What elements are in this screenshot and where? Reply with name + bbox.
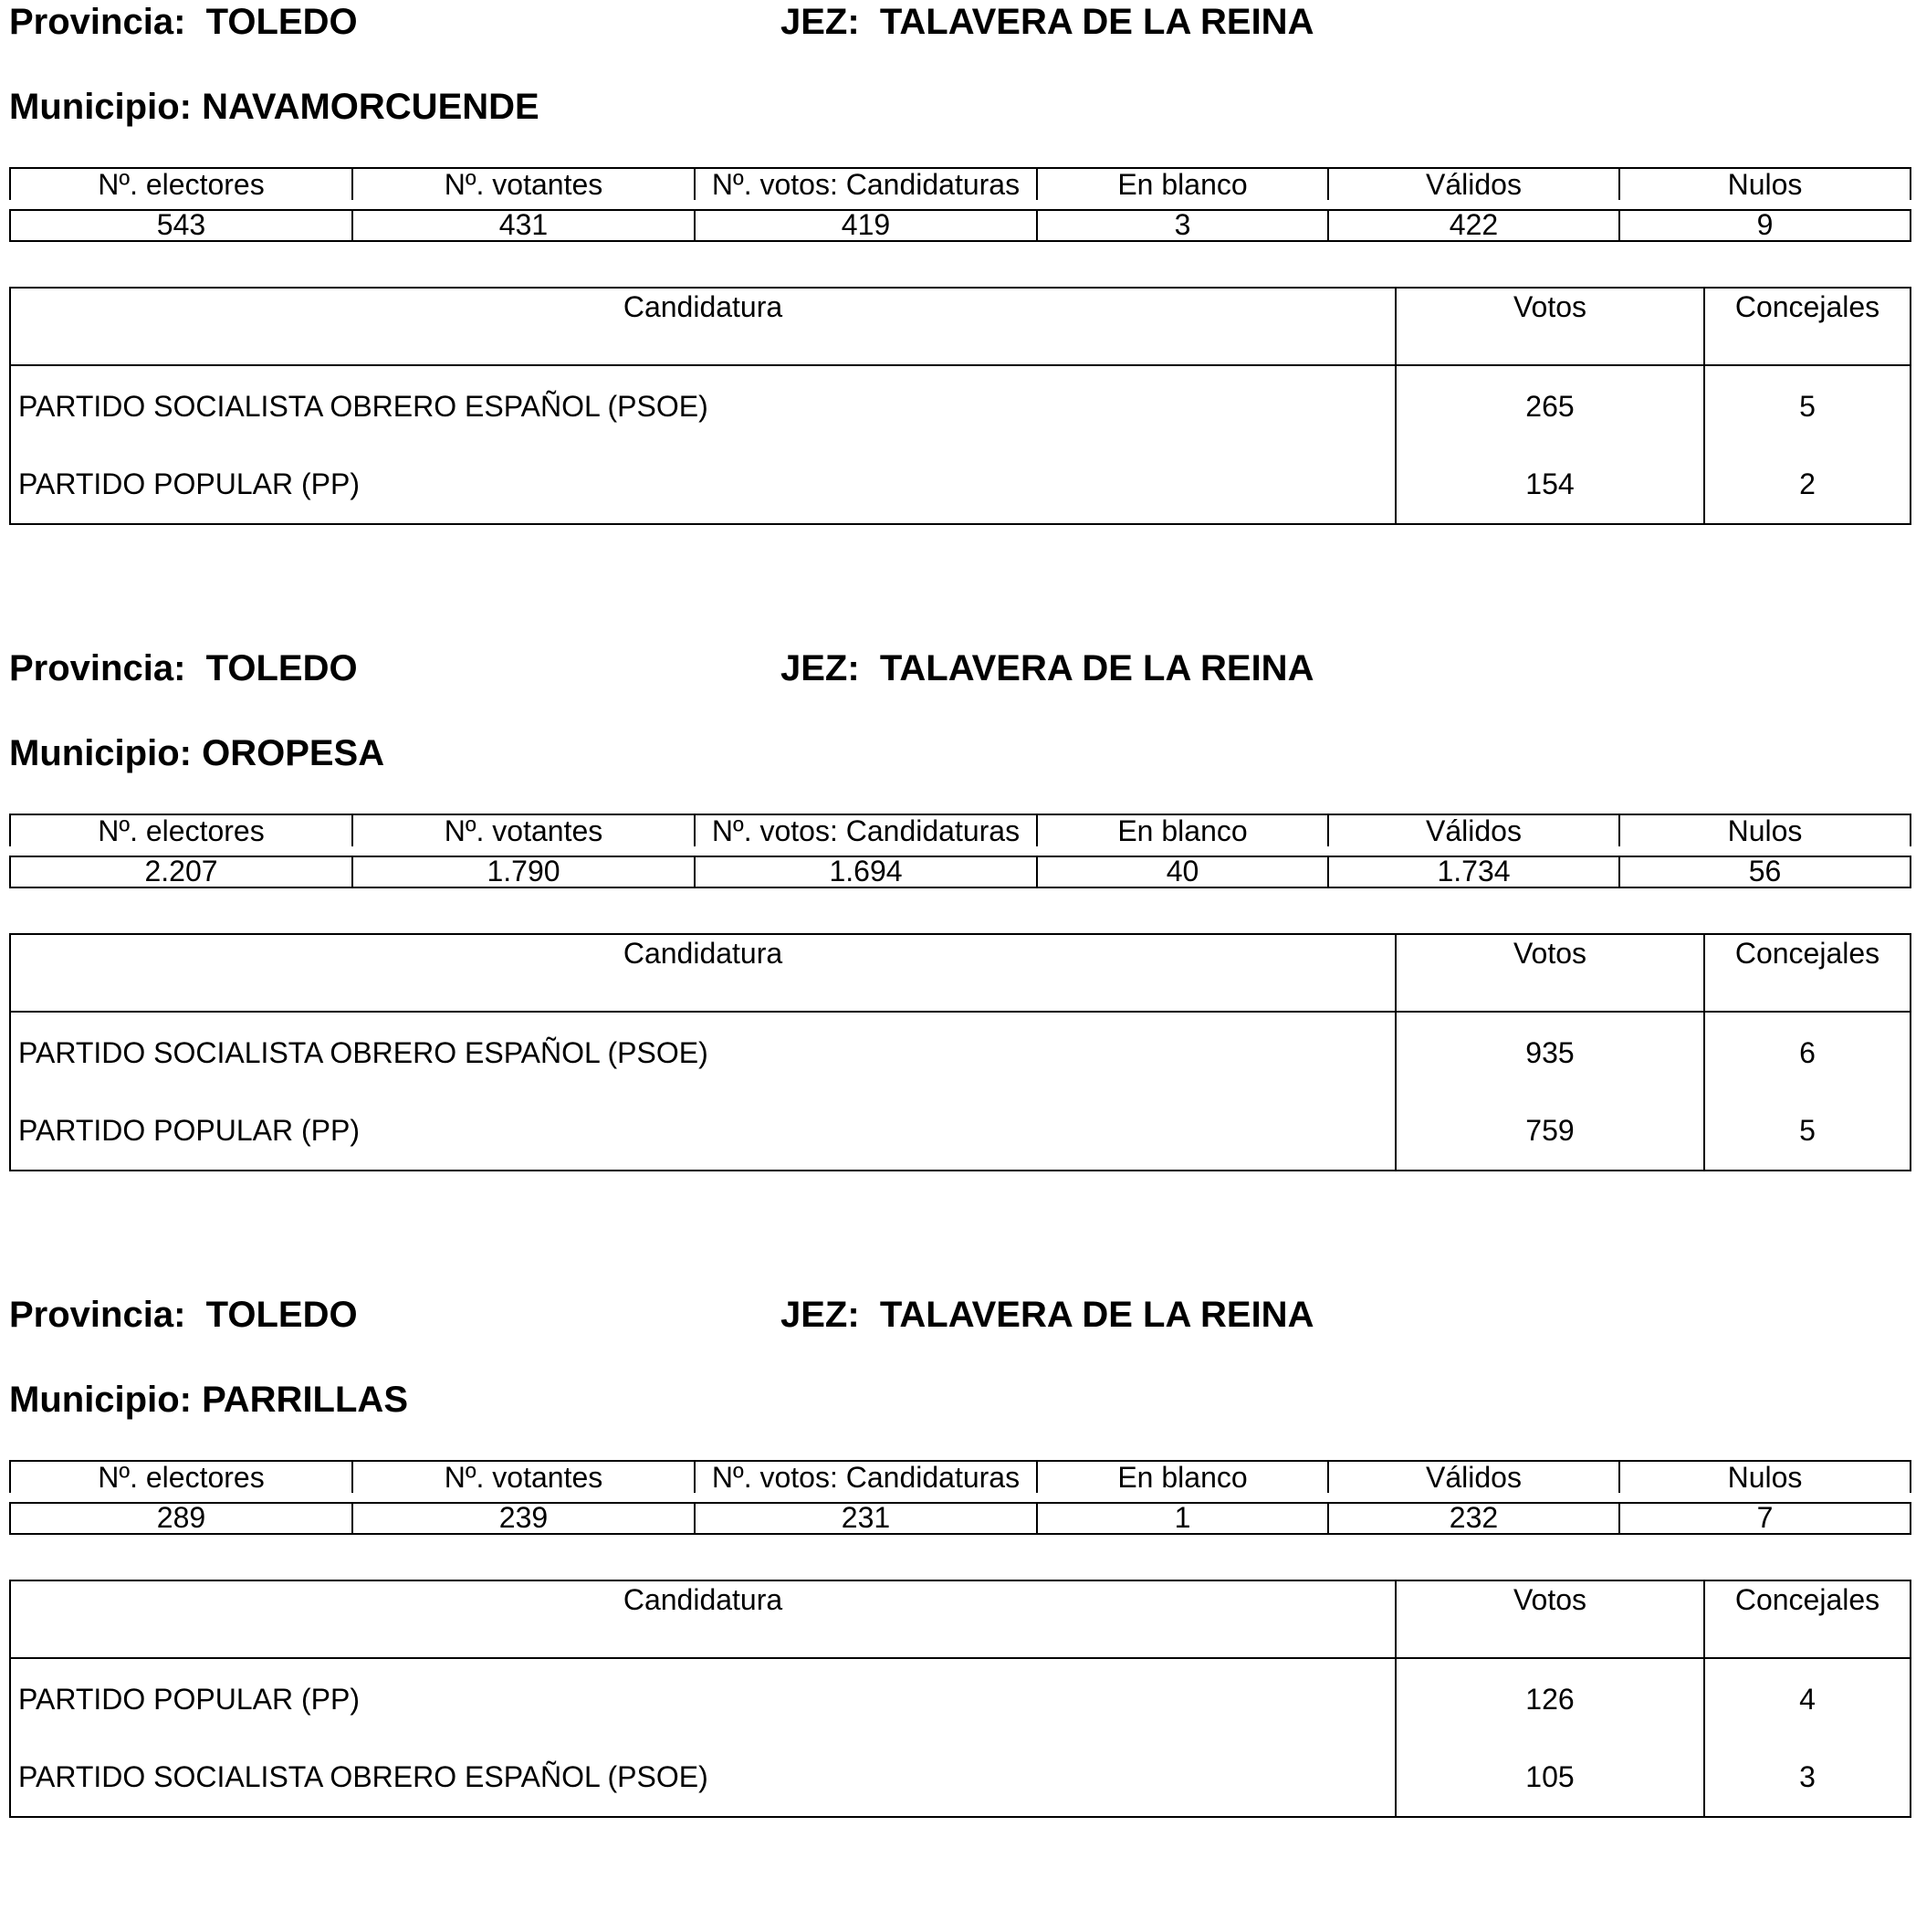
summary-value-cell: 1 (1037, 1497, 1328, 1534)
candidature-votes: 105 (1396, 1738, 1704, 1817)
summary-values-row (10, 1497, 1911, 1534)
summary-value-cell: 422 (1328, 205, 1619, 241)
candidatures-table (9, 1580, 1911, 1818)
candidature-name: PARTIDO POPULAR (PP) (10, 1658, 1396, 1738)
candidature-name: PARTIDO SOCIALISTA OBRERO ESPAÑOL (PSOE) (10, 1012, 1396, 1092)
candidature-name: PARTIDO SOCIALISTA OBRERO ESPAÑOL (PSOE) (10, 1738, 1396, 1817)
votos-header: Votos (1396, 1580, 1704, 1658)
candidatura-header: Candidatura (10, 934, 1396, 1012)
candidature-row (10, 1012, 1911, 1092)
summary-header-row (10, 814, 1911, 851)
municipio-heading: Municipio: PARRILLAS (9, 1380, 408, 1420)
candidature-row (10, 1658, 1911, 1738)
candidature-row (10, 446, 1911, 524)
summary-header-cell: Nº. votos: Candidaturas (695, 814, 1037, 851)
candidature-councillors: 6 (1799, 1036, 1816, 1069)
summary-values-row (10, 851, 1911, 887)
municipality-block (0, 1293, 1916, 1932)
summary-header-cell: Nº. electores (10, 168, 352, 205)
summary-value-cell: 3 (1037, 205, 1328, 241)
summary-values-row (10, 205, 1911, 241)
summary-value-cell: 431 (352, 205, 695, 241)
candidature-name: PARTIDO SOCIALISTA OBRERO ESPAÑOL (PSOE) (10, 365, 1396, 446)
summary-value-cell: 543 (10, 205, 352, 241)
votos-header: Votos (1396, 288, 1704, 365)
summary-value-cell: 1.734 (1328, 851, 1619, 887)
candidatures-table (9, 933, 1911, 1171)
summary-header-cell: Válidos (1328, 168, 1619, 205)
concejales-header: Concejales (1704, 1580, 1911, 1658)
summary-header-row (10, 168, 1911, 205)
summary-header-cell: Nº. votos: Candidaturas (695, 1461, 1037, 1497)
candidature-councillors: 2 (1799, 467, 1816, 500)
summary-header-cell: Nº. electores (10, 1461, 352, 1497)
summary-header-cell: Nulos (1619, 168, 1911, 205)
candidature-councillors: 5 (1799, 1114, 1816, 1147)
candidature-row (10, 1092, 1911, 1171)
candidature-votes: 126 (1396, 1658, 1704, 1738)
concejales-header: Concejales (1704, 934, 1911, 1012)
jez-heading: JEZ: TALAVERA DE LA REINA (780, 1295, 1314, 1335)
candidatures-header-row (10, 934, 1911, 1012)
summary-value-cell: 1.694 (695, 851, 1037, 887)
summary-header-cell: Válidos (1328, 1461, 1619, 1497)
jez-heading: JEZ: TALAVERA DE LA REINA (780, 2, 1314, 42)
summary-header-cell: Nº. votantes (352, 1461, 695, 1497)
summary-header-cell: En blanco (1037, 1461, 1328, 1497)
candidature-councillors: 4 (1799, 1683, 1816, 1716)
candidature-councillors: 3 (1799, 1760, 1816, 1793)
summary-value-cell: 9 (1619, 205, 1911, 241)
candidature-votes: 265 (1396, 365, 1704, 446)
summary-header-cell: Nulos (1619, 814, 1911, 851)
summary-header-cell: En blanco (1037, 168, 1328, 205)
summary-value-cell: 232 (1328, 1497, 1619, 1534)
summary-header-cell: Nulos (1619, 1461, 1911, 1497)
summary-header-cell: Nº. votantes (352, 814, 695, 851)
summary-header-cell: En blanco (1037, 814, 1328, 851)
candidatures-header-row (10, 288, 1911, 365)
summary-value-cell: 239 (352, 1497, 695, 1534)
candidature-name: PARTIDO POPULAR (PP) (10, 446, 1396, 524)
electoral-summary-table (9, 167, 1911, 242)
candidatures-table (9, 287, 1911, 525)
summary-value-cell: 289 (10, 1497, 352, 1534)
candidature-row (10, 1738, 1911, 1817)
municipality-block (0, 0, 1916, 639)
summary-header-cell: Nº. votantes (352, 168, 695, 205)
summary-header-cell: Válidos (1328, 814, 1619, 851)
candidature-votes: 154 (1396, 446, 1704, 524)
summary-value-cell: 7 (1619, 1497, 1911, 1534)
provincia-heading: Provincia: TOLEDO (9, 1295, 358, 1335)
summary-header-cell: Nº. electores (10, 814, 352, 851)
municipio-heading: Municipio: NAVAMORCUENDE (9, 87, 539, 127)
candidature-name: PARTIDO POPULAR (PP) (10, 1092, 1396, 1171)
summary-value-cell: 40 (1037, 851, 1328, 887)
summary-header-cell: Nº. votos: Candidaturas (695, 168, 1037, 205)
candidature-row (10, 365, 1911, 446)
summary-value-cell: 1.790 (352, 851, 695, 887)
summary-header-row (10, 1461, 1911, 1497)
jez-heading: JEZ: TALAVERA DE LA REINA (780, 648, 1314, 688)
electoral-summary-table (9, 814, 1911, 888)
concejales-header: Concejales (1704, 288, 1911, 365)
provincia-heading: Provincia: TOLEDO (9, 2, 358, 42)
candidatures-header-row (10, 1580, 1911, 1658)
electoral-summary-table (9, 1460, 1911, 1535)
summary-value-cell: 231 (695, 1497, 1037, 1534)
summary-value-cell: 2.207 (10, 851, 352, 887)
summary-value-cell: 419 (695, 205, 1037, 241)
municipio-heading: Municipio: OROPESA (9, 733, 385, 773)
municipality-block (0, 646, 1916, 1286)
provincia-heading: Provincia: TOLEDO (9, 648, 358, 688)
candidatura-header: Candidatura (10, 288, 1396, 365)
votos-header: Votos (1396, 934, 1704, 1012)
candidature-votes: 935 (1396, 1012, 1704, 1092)
summary-value-cell: 56 (1619, 851, 1911, 887)
candidature-votes: 759 (1396, 1092, 1704, 1171)
candidatura-header: Candidatura (10, 1580, 1396, 1658)
candidature-councillors: 5 (1799, 390, 1816, 423)
